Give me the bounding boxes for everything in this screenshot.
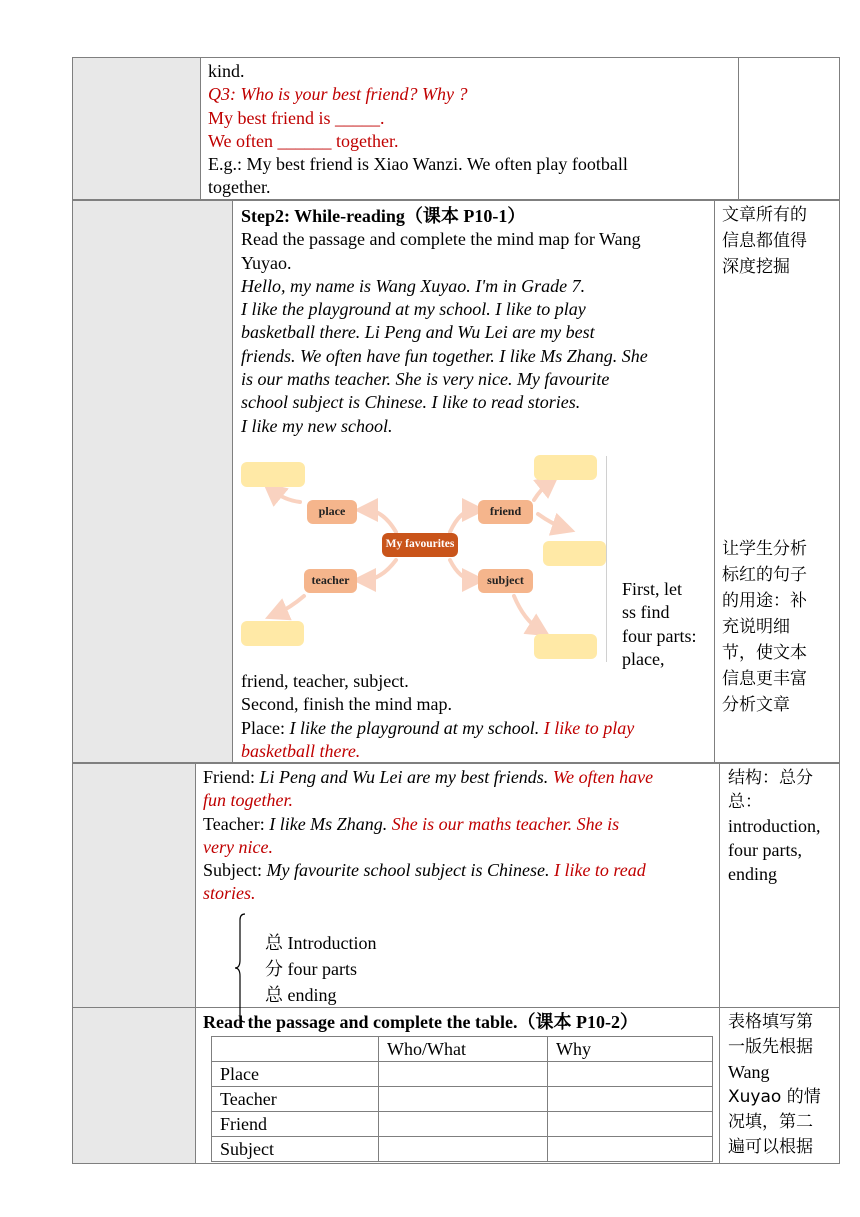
mindmap-node-teacher: teacher	[304, 569, 357, 593]
table-top-border	[72, 57, 840, 58]
row3-bottom-border	[72, 1007, 840, 1008]
note-top-line-1: 文章所有的	[722, 205, 807, 225]
row-label-place: Place	[212, 1062, 379, 1087]
cell-teacher-why[interactable]	[548, 1087, 713, 1112]
row1-left-cell	[73, 58, 200, 199]
row4-note-line-6: 遍可以根据	[728, 1137, 813, 1157]
info-table-header-blank	[212, 1037, 379, 1062]
row2-divider-left	[232, 200, 233, 763]
row3-note-line-2: 总：	[728, 792, 762, 812]
row1-divider-right	[738, 57, 739, 200]
side-text	[622, 578, 717, 671]
row1-line-kind: kind.	[208, 61, 245, 81]
table-row	[212, 1062, 713, 1087]
row4-note-line-2: 一版先根据	[728, 1037, 813, 1057]
row2-left-cell	[73, 201, 232, 762]
mindmap-blank-subject[interactable]	[534, 634, 597, 659]
note-bottom-line-7: 分析文章	[722, 695, 790, 715]
table-bottom-border	[72, 1163, 840, 1164]
row4-note-line-5: 况填，第二	[728, 1112, 813, 1132]
row3-note-line-3: introduction,	[728, 816, 821, 836]
after-map-line-1: friend, teacher, subject.	[241, 671, 409, 691]
mindmap-blank-friend-1[interactable]	[534, 455, 597, 480]
cell-place-why[interactable]	[548, 1062, 713, 1087]
mindmap-blank-place[interactable]	[241, 462, 305, 487]
note-bottom-line-1: 让学生分析	[722, 539, 807, 559]
mindmap-center-node: My favourites	[382, 533, 458, 557]
cell-subject-who[interactable]	[379, 1137, 548, 1162]
passage-line-4: friends. We often have fun together. I like Ms Zhang. She	[241, 345, 648, 366]
place-black-text: I like the playground at my school.	[289, 717, 544, 738]
row-label-friend: Friend	[212, 1112, 379, 1137]
model-sentence-1: My best friend is _____.	[208, 107, 385, 128]
passage-line-3: basketball there. Li Peng and Wu Lei are my best	[241, 322, 595, 343]
mindmap-blank-friend-2[interactable]	[543, 541, 606, 566]
teacher-label: Teacher:	[203, 813, 270, 834]
subject-red-text-2: stories.	[203, 883, 256, 904]
info-table-header	[212, 1037, 713, 1062]
subject-label: Subject:	[203, 860, 267, 881]
row3-note-line-4: four parts,	[728, 840, 802, 860]
friend-red-text-2: fun together.	[203, 790, 293, 811]
teacher-red-text-2: very nice.	[203, 836, 273, 857]
row3-note	[728, 766, 840, 886]
row2-divider-right	[714, 200, 715, 763]
row3-note-line-1: 结构：总分	[728, 768, 813, 788]
passage-line-6: school subject is Chinese. I like to read stories.	[241, 392, 581, 413]
instruction-line-1: Read the passage and complete the mind map for Wang	[241, 229, 641, 250]
table-row	[212, 1137, 713, 1162]
row3-left-cell	[73, 764, 195, 1007]
passage-line-7: I like my new school.	[241, 415, 393, 436]
teacher-red-text-1: She is our maths teacher. She is	[391, 813, 620, 834]
note-top-line-2: 信息都值得	[722, 231, 807, 251]
step2-heading: Step2: While-reading（课本 P10-1）	[241, 206, 526, 226]
row4-note-line-1: 表格填写第	[728, 1012, 813, 1032]
side-text-line-3: four parts:	[622, 625, 697, 646]
place-analysis-line-1	[241, 717, 711, 740]
question-q3: Q3: Who is your best friend? Why ?	[208, 84, 468, 105]
instruction-line-2: Yuyao.	[241, 252, 292, 273]
row4-note	[728, 1010, 840, 1160]
friend-analysis-line-1	[203, 766, 717, 789]
mindmap-node-place: place	[307, 500, 357, 524]
mind-map-right-rule	[606, 456, 607, 662]
row3-divider-left	[195, 763, 196, 1164]
row3-content	[203, 766, 717, 906]
note-bottom-line-6: 信息更丰富	[722, 669, 807, 689]
note-bottom-line-5: 节，使文本	[722, 643, 807, 663]
place-red-text-1: I like to play	[543, 717, 635, 738]
note-bottom-line-4: 充说明细	[722, 617, 790, 637]
row4-note-line-3: Wang	[728, 1062, 770, 1082]
teacher-analysis-line-1	[203, 813, 717, 836]
subject-analysis-line-1	[203, 859, 717, 882]
place-label: Place:	[241, 717, 290, 738]
structure-list	[265, 930, 376, 1008]
table-row	[212, 1087, 713, 1112]
friend-black-text: Li Peng and Wu Lei are my best friends.	[259, 767, 553, 787]
cell-teacher-who[interactable]	[379, 1087, 548, 1112]
mindmap-node-friend: friend	[478, 500, 533, 524]
cell-friend-who[interactable]	[379, 1112, 548, 1137]
side-text-line-2: ss find	[622, 602, 670, 623]
example-line-2: together.	[208, 177, 271, 198]
row2-after-map	[241, 670, 711, 763]
passage-line-1: Hello, my name is Wang Xuyao. I'm in Grade 7.	[241, 275, 586, 296]
place-red-text-2: basketball there.	[241, 740, 361, 761]
row3-note-line-5: ending	[728, 864, 777, 884]
row-label-teacher: Teacher	[212, 1087, 379, 1112]
cell-friend-why[interactable]	[548, 1112, 713, 1137]
cell-place-who[interactable]	[379, 1062, 548, 1087]
outer-right-border	[839, 57, 840, 1164]
row4-left-cell	[73, 1008, 195, 1163]
example-line-1: E.g.: My best friend is Xiao Wanzi. We often play football	[208, 154, 628, 175]
friend-red-text-1: We often have	[552, 767, 654, 787]
row1-content	[208, 60, 733, 200]
model-sentence-2: We often ______ together.	[208, 130, 399, 151]
mind-map	[238, 452, 608, 666]
row2-note-bottom	[722, 536, 834, 718]
structure-parts: 分 four parts	[265, 959, 357, 979]
teacher-black-text: I like Ms Zhang.	[269, 813, 392, 834]
note-top-line-3: 深度挖掘	[722, 257, 790, 277]
row-label-subject: Subject	[212, 1137, 379, 1162]
row4-note-line-4: Xuyao 的情	[728, 1087, 821, 1107]
mindmap-blank-teacher[interactable]	[241, 621, 304, 646]
side-text-line-1: First, let	[622, 579, 683, 599]
row2-content	[241, 205, 711, 438]
note-bottom-line-2: 标红的句子	[722, 565, 807, 585]
mindmap-node-subject: subject	[478, 569, 533, 593]
passage-line-2: I like the playground at my school. I like to play	[241, 299, 586, 320]
outer-left-border	[72, 57, 73, 1164]
row1-divider-left	[200, 57, 201, 200]
table-row	[212, 1112, 713, 1137]
friend-label: Friend:	[203, 767, 260, 787]
info-table	[211, 1036, 713, 1162]
note-bottom-line-3: 的用途：补	[722, 591, 807, 611]
subject-red-text-1: I like to read	[553, 860, 646, 881]
after-map-line-2: Second, finish the mind map.	[241, 694, 452, 715]
row3-divider-right	[719, 763, 720, 1164]
structure-intro: 总 Introduction	[265, 933, 377, 953]
structure-brace-icon	[233, 912, 249, 1024]
row2-note-top	[722, 202, 834, 280]
passage-line-5: is our maths teacher. She is very nice. My favourite	[241, 369, 610, 390]
cell-subject-why[interactable]	[548, 1137, 713, 1162]
structure-ending: 总 ending	[265, 985, 337, 1005]
table-task-heading: Read the passage and complete the table.（课本 P10-2）	[203, 1012, 638, 1032]
side-text-line-4: place,	[622, 648, 665, 669]
info-table-header-why: Why	[548, 1037, 713, 1062]
info-table-header-who: Who/What	[379, 1037, 548, 1062]
subject-black-text: My favourite school subject is Chinese.	[266, 860, 554, 881]
